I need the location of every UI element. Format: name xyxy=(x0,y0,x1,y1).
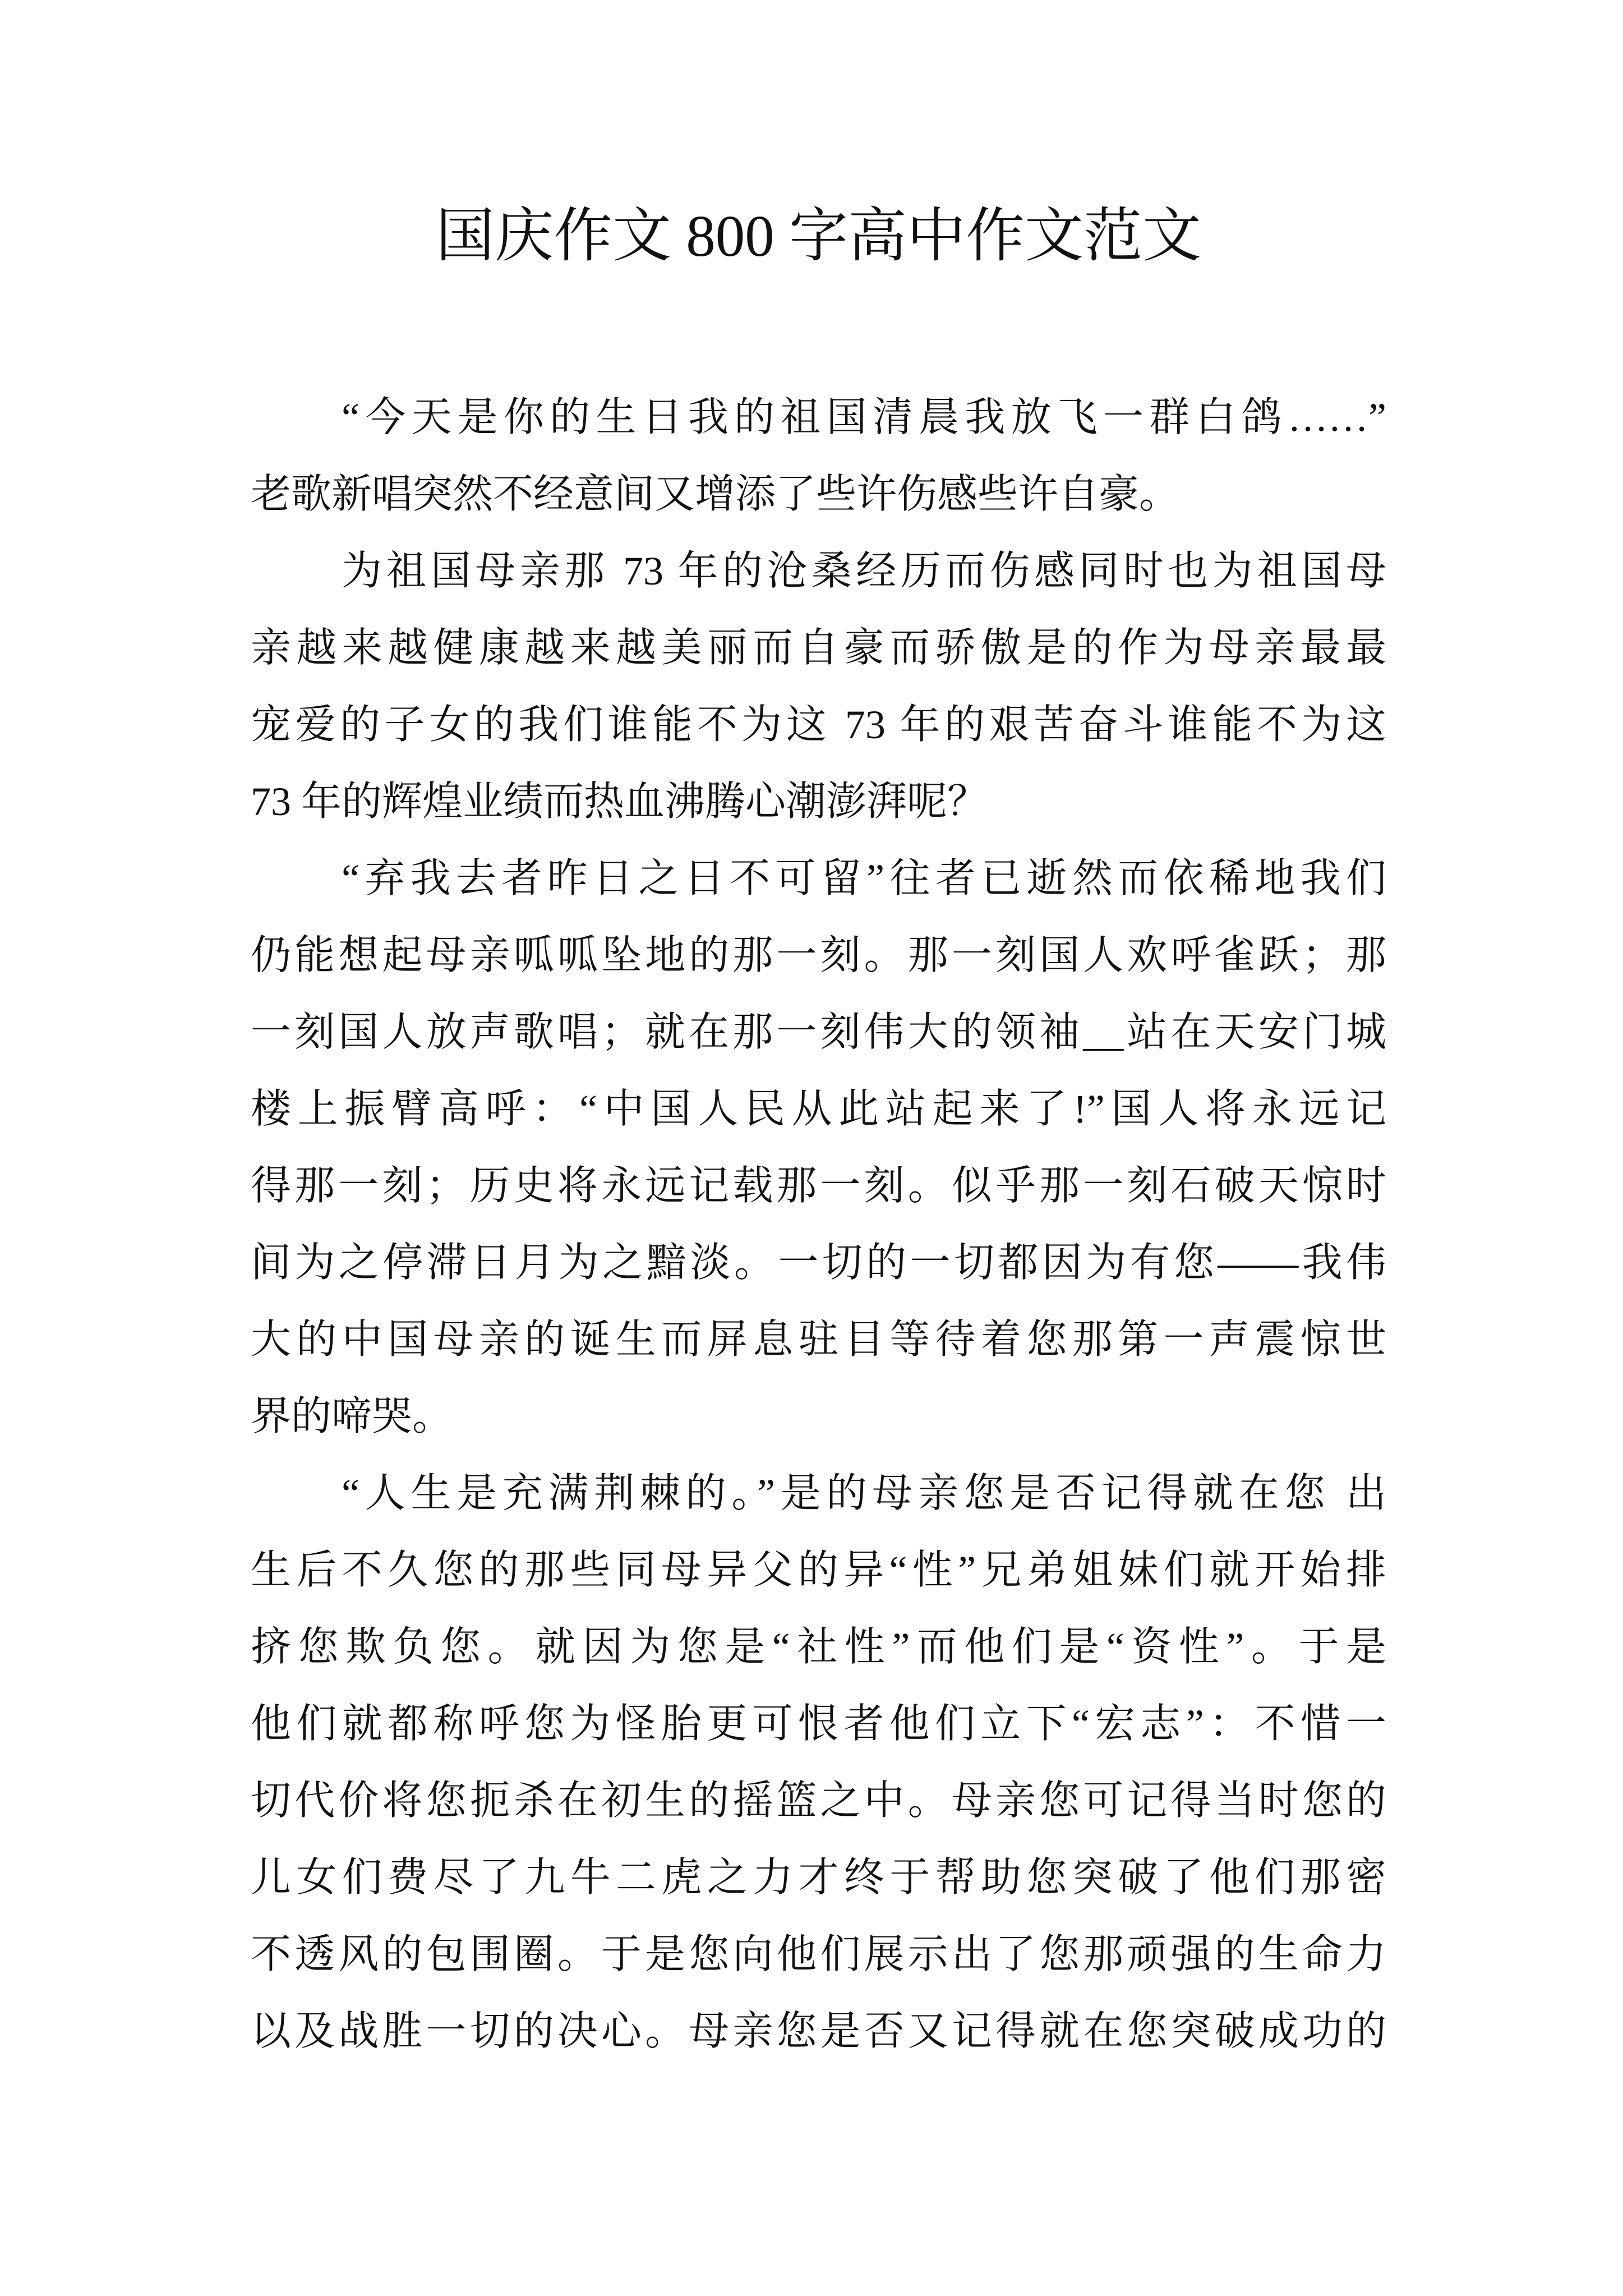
text-line: 以及战胜一切的决心。母亲您是否又记得就在您突破成功的 xyxy=(251,2009,1386,2054)
text-line: 大的中国母亲的诞生而屏息驻目等待着您那第一声震惊世 xyxy=(251,1317,1386,1362)
paragraph xyxy=(251,840,1386,1455)
text-line: 73 年的辉煌业绩而热血沸腾心潮澎湃呢？ xyxy=(251,779,988,824)
text-line: 不透风的包围圈。于是您向他们展示出了您那顽强的生命力 xyxy=(251,1932,1386,1977)
text-line: 楼上振臂高呼：“中国人民从此站起来了!”国人将永远记 xyxy=(251,1087,1386,1131)
text-line: 他们就都称呼您为怪胎更可恨者他们立下“宏志”：不惜一 xyxy=(251,1701,1386,1746)
paragraph xyxy=(251,533,1386,840)
text-line: 为祖国母亲那 73 年的沧桑经历而伤感同时也为祖国母 xyxy=(342,549,1386,593)
text-line: 仍能想起母亲呱呱坠地的那一刻。那一刻国人欢呼雀跃；那 xyxy=(251,933,1386,978)
document-body xyxy=(251,379,1386,2070)
text-line: 得那一刻；历史将永远记载那一刻。似乎那一刻石破天惊时 xyxy=(251,1163,1386,1208)
text-line: “弃我去者昨日之日不可留”往者已逝然而依稀地我们 xyxy=(342,856,1386,901)
text-line: 挤您欺负您。就因为您是“社性”而他们是“资性”。于是 xyxy=(251,1625,1386,1669)
text-line: 生后不久您的那些同母异父的异“性”兄弟姐妹们就开始排 xyxy=(251,1548,1386,1593)
text-line: “人生是充满荆棘的。”是的母亲您是否记得就在您 出 xyxy=(342,1471,1386,1516)
text-line: 间为之停滞日月为之黯淡。一切的一切都因为有您——我伟 xyxy=(251,1240,1386,1285)
text-line: 宠爱的子女的我们谁能不为这 73 年的艰苦奋斗谁能不为这 xyxy=(251,702,1386,747)
text-line: 界的啼哭。 xyxy=(251,1394,453,1439)
paragraph xyxy=(251,379,1386,533)
document-title: 国庆作文 800 字高中作文范文 xyxy=(435,203,1201,269)
paragraph xyxy=(251,1455,1386,2070)
text-line: 切代价将您扼杀在初生的摇篮之中。母亲您可记得当时您的 xyxy=(251,1778,1386,1823)
text-line: “今天是你的生日我的祖国清晨我放飞一群白鸽……” xyxy=(342,395,1386,440)
text-line: 亲越来越健康越来越美丽而自豪而骄傲是的作为母亲最最 xyxy=(251,625,1386,670)
text-line: 一刻国人放声歌唱；就在那一刻伟大的领袖__站在天安门城 xyxy=(251,1010,1386,1055)
text-line: 儿女们费尽了九牛二虎之力才终于帮助您突破了他们那密 xyxy=(251,1855,1386,1900)
text-line: 老歌新唱突然不经意间又增添了些许伤感些许自豪。 xyxy=(251,472,1180,517)
